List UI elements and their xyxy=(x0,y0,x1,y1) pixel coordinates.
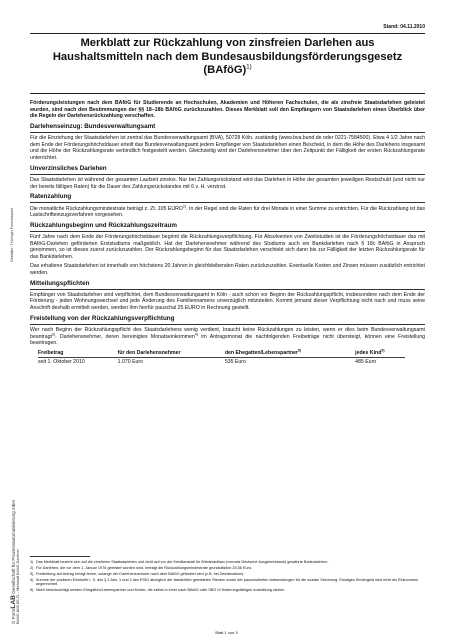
table-header: Freibetrag xyxy=(38,350,118,358)
section-darlehenseinzug xyxy=(30,123,425,161)
table-header: für den Darlehensnehmer xyxy=(118,350,225,358)
table-row xyxy=(38,357,405,365)
section-ratenzahlung xyxy=(30,193,425,218)
table-cell: seit 1. Oktober 2010 xyxy=(38,358,85,365)
section-heading: Rückzahlungsbeginn und Rückzahlungszeitraum xyxy=(30,222,425,232)
title-divider xyxy=(30,93,425,94)
footnote: 5) Nicht berücksichtigt werden Ehegatten/Lebenspartner und Kinder, die selbst in einer nach BAföG oder SBG III förderungsfähigen Ausbildung stehen. xyxy=(30,588,286,593)
footnote: 3) Freistellung auf Antrag erfolgt ferner, solange der Darlehensnehmer nach dem BAföG gefördert wird (z.B. bei Zweitstudium). xyxy=(30,571,245,576)
footnote-ref-2: 2) xyxy=(182,203,187,208)
sidebar-designer-credit: Gestalter: Thüringer Formularpool xyxy=(10,207,14,262)
table-header: jedes Kind$^{5)}$ xyxy=(355,350,405,358)
section-text: Die monatliche Rückzahlungsmindestrate beträgt z. Zt. 105 EURO$^{2)}$. In der Regel sind die Raten für drei Monate in einer Summe zu entrichten. Für die Rückzahlung ist das Lastschrifteinzugsverfahren vorgesehen. xyxy=(30,203,425,219)
footnote-ref-3: 3) xyxy=(51,331,56,336)
section-heading: Unverzinsliches Darlehen xyxy=(30,165,425,175)
table-header: den Ehegatten/Lebenspartner$^{5)}$ xyxy=(225,350,355,358)
sidebar-formlab-credit: © FormLAB Gesellschaft für Prozessautomatisierung mbH xyxy=(10,500,17,624)
intro-paragraph: Förderungsleistungen nach dem BAföG für Studierende an Hochschulen, Akademien und Höheren Fachschulen, die als zinsfreie Staatsdarlehen geleistet wurden, sind nach den Bestimmungen der §§ 18–18b BAföG zurückzuzahlen. Dieses Merkblatt soll den Empfängern von Staatsdarlehen einen Überblick über die Regeln der Darlehensrückzahlung verschaffen. xyxy=(30,100,425,120)
top-divider xyxy=(30,33,425,34)
section-mitteilungspflichten xyxy=(30,280,425,312)
table-cell: 1.070 Euro xyxy=(117,358,144,365)
title-line-3: (BAföG)$^{1)}$ xyxy=(203,64,252,77)
section-heading: Darlehenseinzug: Bundesverwaltungsamt xyxy=(30,123,425,133)
table-cell: 535 Euro xyxy=(224,358,246,365)
table-header-row xyxy=(38,350,405,358)
section-rueckzahlungsbeginn xyxy=(30,222,425,276)
section-unverzinslich xyxy=(30,165,425,190)
footnotes xyxy=(30,560,425,594)
document-body xyxy=(30,100,425,369)
section-text: Das Staatsdarlehen ist während der gesamten Laufzeit zinslos. Nur bei Zahlungsrückstand wird das Darlehen in Höhe der gesamten jeweiligen Restschuld (und nicht nur der bereits fälligen Raten) für die Dauer des Zahlungsrückstandes mit 6 v. H. verzinst. xyxy=(30,176,425,190)
freibetrag-table xyxy=(38,347,405,366)
footnote-divider xyxy=(30,556,90,557)
title-line-1: Merkblatt zur Rückzahlung von zinsfreien Darlehen aus xyxy=(80,37,375,49)
section-text: Empfänger von Staatsdarlehen sind verpflichtet, dem Bundesverwaltungsamt in Köln - auch schon vor Beginn der Rückzahlungspflicht, insbesondere nach dem Ende der Förderung - jeden Wohnungswechsel und jede Änderung des Familiennamens unverzüglich mitzuteilen. Kommt jemand dieser Verpflichtung nicht nach und muss seine Anschrift deshalb ermittelt werden, werden ihm hierfür pauschal 25 EURO in Rechnung gestellt. xyxy=(30,291,425,311)
document-title xyxy=(30,37,425,78)
table-cell: 485 Euro xyxy=(355,358,377,365)
sidebar-form-code: BAföG-M48 DE-FL - Merkblatt BAföG-Darlehen xyxy=(16,548,20,624)
formlab-logo: LAB xyxy=(10,595,17,609)
footnote: 2) Für Darlehen, die vor dem 1. Januar 1976 geleistet worden sind, beträgt die Rückzahlungsmindestrate grundsätzlich 25,56 Euro. xyxy=(30,565,253,570)
section-text: Wer nach Beginn der Rückzahlungspflicht des Staatsdarlehens wenig verdient, braucht keine Rückzahlungen zu leisten, wenn er dies beim Bundesverwaltungsamt beantragt$^{3)}$. Darlehensnehmer, deren bereinigtes Monatseinkommen$^{4)}$ im Antragsmonat die nachfolgenden Freibeträge nicht übersteigt, können eine Freistellung beantragen. xyxy=(30,327,425,347)
section-heading: Freistellung von der Rückzahlungsverpflichtung xyxy=(30,315,425,325)
section-text: Für die Einziehung der Staatsdarlehen ist zentral das Bundesverwaltungsamt (BVA), 50728 Köln, zuständig (www.bva.bund.de oder 0221-7584500). Etwa 4 1/2 Jahre nach dem Ende der Förderungshöchstdauer erteilt das Bundesverwaltungsamt jedem Empfänger von Staatsdarlehen einen Bescheid, in dem die Höhe des Darlehens insgesamt und die Höhe der Rückzahlungsrate verbindlich festgestellt werden. Gleichzeitig wird der Darlehensnehmer über den Zeitpunkt der Fälligkeit der ersten Rückzahlungsrate unterrichtet. xyxy=(30,135,425,161)
section-heading: Mitteilungspflichten xyxy=(30,280,425,290)
section-text: Das erhaltene Staatsdarlehen ist innerhalb von höchstens 20 Jahren in gleichbleibenden Raten zurückzuzahlen. Eventuelle Kosten und Zinsen müssen zusätzlich entrichtet werden. xyxy=(30,263,425,276)
page-number: Blatt 1 von 3 xyxy=(215,630,238,635)
footnote-ref-5: 5) xyxy=(298,347,302,352)
section-heading: Ratenzahlung xyxy=(30,193,425,203)
footnote-ref-5: 5) xyxy=(381,347,385,352)
section-freistellung xyxy=(30,315,425,365)
section-text: Fünf Jahre nach dem Ende der Förderungshöchstdauer beginnt die Rückzahlungsverpflichtung. Für Absolventen von Zweitstudien ist die Förderungshöchstdauer das mit BAföG-Darlehen geförderten Erststudiums maßgeblich. Hat der Darlehensnehmer während des Studiums auch ein Bankdarlehen nach § 18c BAföG in Anspruch genommen, so ist dieses zuerst zurückzuzahlen. Der Rückzahlungsbeginn für das Staatsdarlehen verschiebt sich dann bis zur Fälligkeit der letzten Rückzahlungsrate für das Bankdarlehen. xyxy=(30,234,425,260)
footnote: 4) Summe der positiven Einkünfte i. S. des § 2 Abs. 1 und 2 des EStG abzüglich der tatsächlich geleisteten Steuern sowie der pauschalierten Aufwendungen für die soziale Sicherung. Etwaiges Kindergeld wird nicht als Einkommen angerechnet. xyxy=(30,577,419,587)
footnote-ref-1: 1) xyxy=(246,64,252,71)
footnote-ref-4: 4) xyxy=(194,331,198,336)
document-date: Stand: 04.11.2010 xyxy=(383,24,425,30)
title-line-2: Haushaltsmitteln nach dem Bundesausbildungsförderungsgesetz xyxy=(52,50,403,63)
footnote: 1) Das Merkblatt bezieht sich auf die zinsfreien Staatsdarlehen und nicht auf vor der Kreditanstalt für Wiederaufbau (vormals Deutsche Ausgleichsbank) gewährte Bankdarlehen. xyxy=(30,560,329,564)
